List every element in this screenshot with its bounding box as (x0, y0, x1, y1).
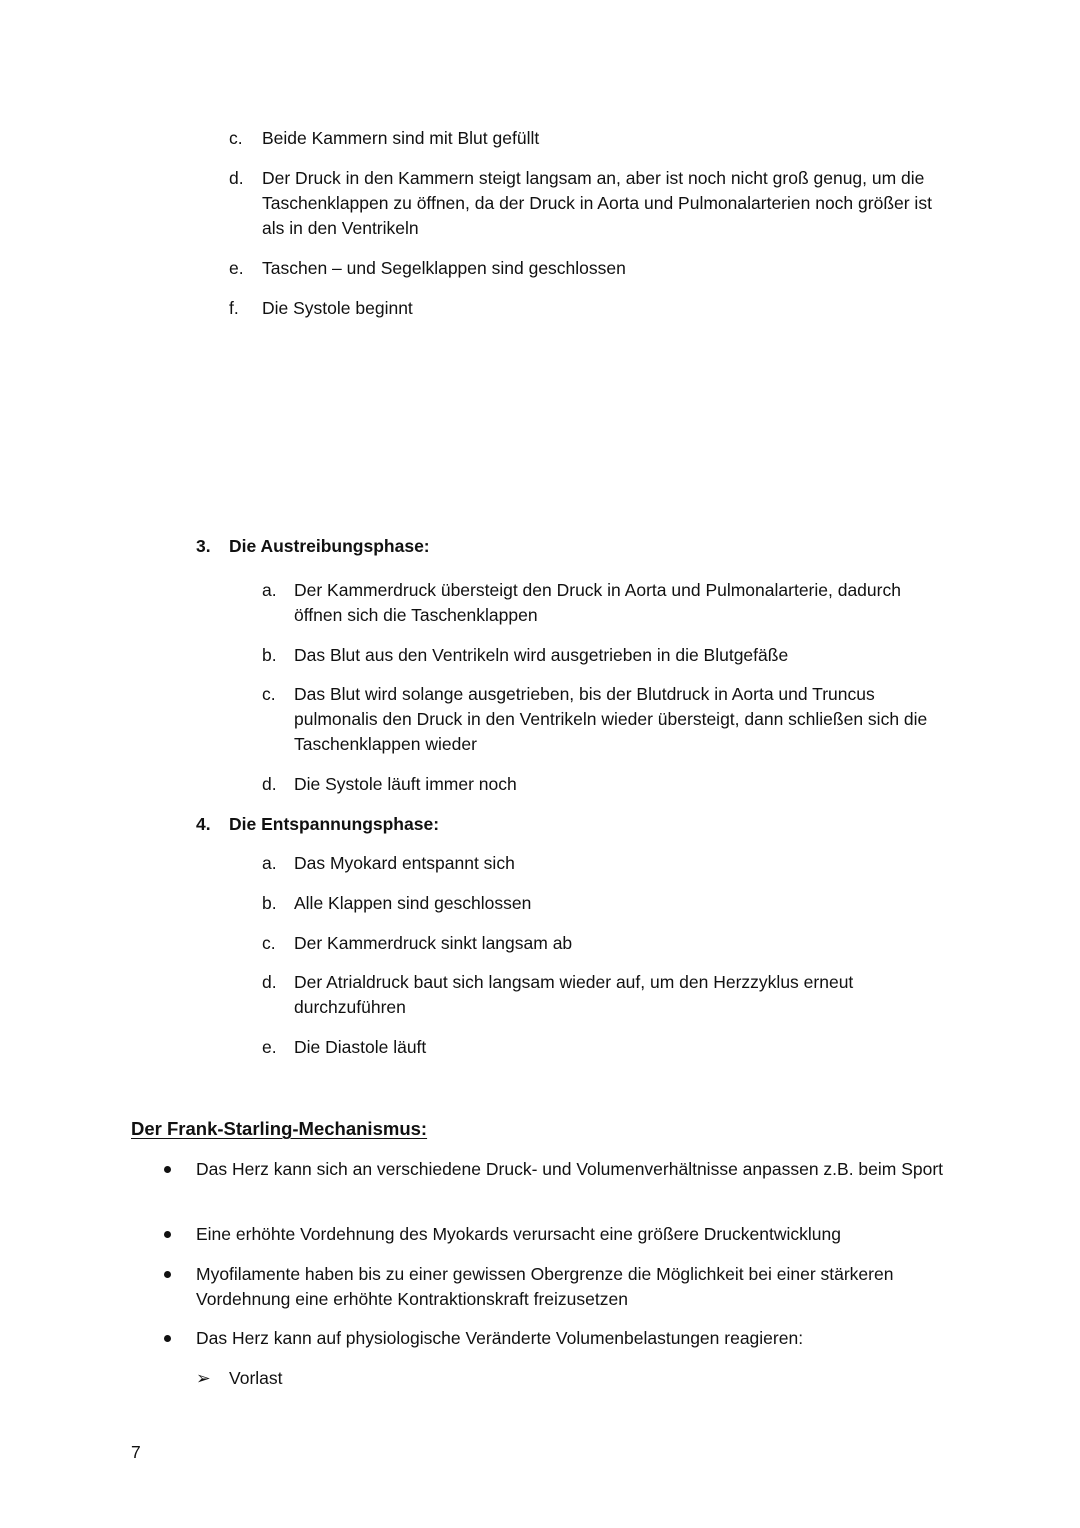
list-item (229, 256, 949, 281)
section-number: 3. (196, 536, 211, 556)
list-marker: c. (262, 684, 276, 704)
section-number: 4. (196, 814, 211, 834)
list-marker: e. (262, 1037, 277, 1057)
list-marker: d. (229, 168, 244, 188)
list-item (262, 772, 942, 797)
list-item (229, 166, 959, 241)
section-heading-phase3 (196, 534, 896, 559)
page-number: 7 (131, 1442, 141, 1462)
list-item (262, 970, 942, 1020)
list-text: Das Blut wird solange ausgetrieben, bis der Blutdruck in Aorta und Truncus pulmonalis den Druck in den Ventrikeln wieder übersteigt, dann schließen sich die Taschenklappen wieder (294, 684, 928, 754)
list-marker: d. (262, 972, 277, 992)
bullet-text: Das Herz kann sich an verschiedene Druck- und Volumenverhältnisse anpassen z.B. beim Sport (196, 1159, 944, 1179)
bullet-text: Myofilamente haben bis zu einer gewissen Obergrenze die Möglichkeit bei einer stärkeren Vordehnung eine erhöhte Kontraktionskraft freizusetzen (196, 1264, 894, 1309)
list-item (262, 1035, 942, 1060)
bullet-text: Das Herz kann auf physiologische Veränderte Volumenbelastungen reagieren: (196, 1328, 804, 1348)
list-marker: b. (262, 893, 277, 913)
list-item (262, 931, 942, 956)
list-marker: a. (262, 853, 277, 873)
list-item (262, 643, 942, 668)
bullet-icon (164, 1231, 171, 1238)
sub-bullet-item (196, 1366, 896, 1391)
list-text: Der Atrialdruck baut sich langsam wieder auf, um den Herzzyklus erneut durchzuführen (294, 972, 854, 1017)
list-text: Die Systole läuft immer noch (294, 774, 517, 794)
bullet-container (164, 1222, 196, 1247)
bullet-icon (164, 1271, 171, 1278)
list-marker: f. (229, 298, 239, 318)
section-title: Die Austreibungsphase: (229, 536, 430, 556)
list-text: Das Blut aus den Ventrikeln wird ausgetrieben in die Blutgefäße (294, 645, 789, 665)
bullet-container (164, 1262, 196, 1312)
bullet-icon (164, 1166, 171, 1173)
bullet-item (164, 1157, 944, 1182)
list-text: Der Kammerdruck übersteigt den Druck in Aorta und Pulmonalarterie, dadurch öffnen sich die Taschenklappen (294, 580, 901, 625)
list-marker: a. (262, 580, 277, 600)
bullet-item (164, 1222, 944, 1247)
list-item (262, 851, 942, 876)
list-item (229, 126, 949, 151)
list-text: Beide Kammern sind mit Blut gefüllt (262, 128, 540, 148)
list-item (229, 296, 949, 321)
list-item (262, 578, 942, 628)
sub-bullet-text: Vorlast (229, 1368, 283, 1388)
list-text: Taschen – und Segelklappen sind geschlossen (262, 258, 626, 278)
list-item (262, 682, 942, 757)
list-marker: b. (262, 645, 277, 665)
list-text: Die Diastole läuft (294, 1037, 427, 1057)
bullet-container (164, 1157, 196, 1182)
arrow-bullet-icon: ➢ (196, 1368, 211, 1388)
list-marker: c. (229, 128, 243, 148)
list-item (262, 891, 942, 916)
bullet-text: Eine erhöhte Vordehnung des Myokards verursacht eine größere Druckentwicklung (196, 1224, 841, 1244)
list-marker: c. (262, 933, 276, 953)
list-text: Der Kammerdruck sinkt langsam ab (294, 933, 573, 953)
section-heading-phase4 (196, 812, 896, 837)
bullet-icon (164, 1335, 171, 1342)
list-text: Das Myokard entspannt sich (294, 853, 515, 873)
list-text: Der Druck in den Kammern steigt langsam an, aber ist noch nicht groß genug, um die Taschenklappen zu öffnen, da der Druck in Aorta und Pulmonalarterien noch größer ist als in den Ventrikeln (262, 168, 932, 238)
bullet-item (164, 1326, 944, 1351)
section-title: Die Entspannungsphase: (229, 814, 440, 834)
list-text: Alle Klappen sind geschlossen (294, 893, 532, 913)
list-marker: d. (262, 774, 277, 794)
list-text: Die Systole beginnt (262, 298, 413, 318)
bullet-container (164, 1326, 196, 1351)
section-heading-frank-starling: Der Frank-Starling-Mechanismus: (131, 1118, 428, 1139)
list-marker: e. (229, 258, 244, 278)
bullet-item (164, 1262, 944, 1312)
